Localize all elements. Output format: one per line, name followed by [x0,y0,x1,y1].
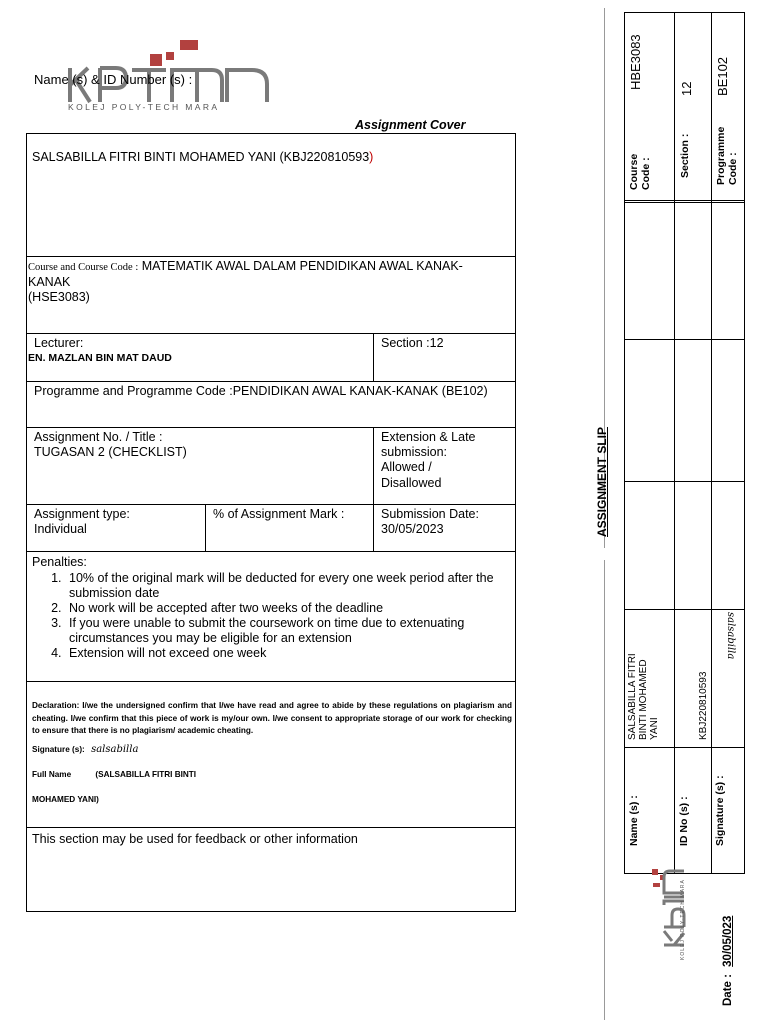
assignment-slip-title: ASSIGNMENT SLIP [595,426,609,537]
signature-label: Signature (s): [32,745,85,754]
assignment-type-label: Assignment type: [34,507,130,521]
assignment-label: Assignment No. / Title : [34,430,163,444]
fullname-cont: MOHAMED YANI) [32,795,99,804]
extension-label: Extension & Late submission: [381,430,476,459]
submission-date-value: 30/05/2023 [381,522,444,536]
section-cell [373,333,516,382]
penalties-cell [26,551,516,682]
slip-date-value: 30/05/023 [722,915,734,967]
extension-allowed: Allowed / [381,460,432,474]
assignment-title: TUGASAN 2 (CHECKLIST) [34,445,187,459]
signature-value: salsabilla [91,744,139,755]
penalty-item: 4. Extension will not exceed one week [65,646,535,661]
slip-name-value-1: SALSABILLA FITRI [627,653,638,740]
penalties-label: Penalties: [32,555,87,569]
slip-name-value-3: YANI [649,717,660,740]
lecturer-cell [26,333,374,382]
assignment-type-cell [26,504,206,552]
programme-cell [26,381,516,428]
slip-course-code-value: HBE3083 [628,34,643,90]
slip-logo-subtitle: KOLEJ POLY-TECH MARA [680,879,686,960]
slip-programme-value: BE102 [715,56,730,96]
course-value: MATEMATIK AWAL DALAM PENDIDIKAN AWAL KANAK- KANAK [28,259,463,289]
slip-signature-label: Signature (s) : [714,775,726,846]
slip-date-label: Date : [722,974,734,1006]
penalty-item: 3. If you were unable to submit the coursework on time due to extenuating circumstances you may be eligible for an extension [65,616,535,646]
declaration-cell [26,681,516,828]
student-name-close: ) [369,150,374,164]
penalty-item: 1. 10% of the original mark will be deducted for every one week period after the submission date [65,571,535,601]
slip-signature-value: salsabilla [725,612,736,660]
assignment-cell [26,427,374,505]
assignment-mark-cell [205,504,374,552]
cut-line-lower [604,560,605,1020]
slip-id-label: ID No (s) : [678,796,690,846]
feedback-cell [26,827,516,912]
section-value: Section :12 [381,336,444,350]
programme-text: Programme and Programme Code :PENDIDIKAN AWAL KANAK-KANAK (BE102) [34,384,488,398]
slip-programme-label: Programme Code : [715,126,739,185]
slip-id-value: KBJ220810593 [698,671,709,740]
assignment-type-value: Individual [34,522,87,536]
course-label: Course and Course Code : [28,262,139,273]
assignment-mark-label: % of Assignment Mark : [213,507,345,521]
slip-name-label: Name (s) : [628,795,640,846]
fullname-label: Full Name [32,770,72,779]
name-id-label: Name (s) & ID Number (s) : [34,72,193,87]
student-name: SALSABILLA FITRI BINTI MOHAMED YANI (KBJ220810593 [32,150,370,164]
course-cell [26,256,516,334]
declaration-text: Declaration: I/we the undersigned confirm that I/we have read and agree to abide by these regulations on plagiarism and cheating. I/we confirm that this piece of work is my/our own. I/we consent to appropriate storage of our work for checking to ensure that there is no plagiarism/ academic cheating. [32,701,512,735]
slip-section-label: Section : [679,133,691,178]
slip-name-value-2: BINTI MOHAMED [638,659,649,740]
lecturer-name: EN. MAZLAN BIN MAT DAUD [28,352,172,364]
submission-date-label: Submission Date: [381,507,479,521]
slip-section-value: 12 [679,81,694,96]
penalty-item: 2. No work will be accepted after two weeks of the deadline [65,601,535,616]
extension-cell [373,427,516,505]
fullname-value: (SALSABILLA FITRI BINTI [95,770,197,779]
slip-course-code-label: Course Code : [628,153,652,190]
student-name-cell [26,133,516,257]
logo-subtitle: KOLEJ POLY-TECH MARA [68,102,220,112]
assignment-cover-title: Assignment Cover [355,118,466,132]
slip-date [722,916,734,1006]
lecturer-label: Lecturer: [34,336,84,350]
penalties-list [27,571,535,661]
course-code: (HSE3083) [28,290,90,304]
feedback-text: This section may be used for feedback or other information [32,832,358,846]
extension-disallowed: Disallowed [381,476,442,490]
submission-date-cell [373,504,516,552]
